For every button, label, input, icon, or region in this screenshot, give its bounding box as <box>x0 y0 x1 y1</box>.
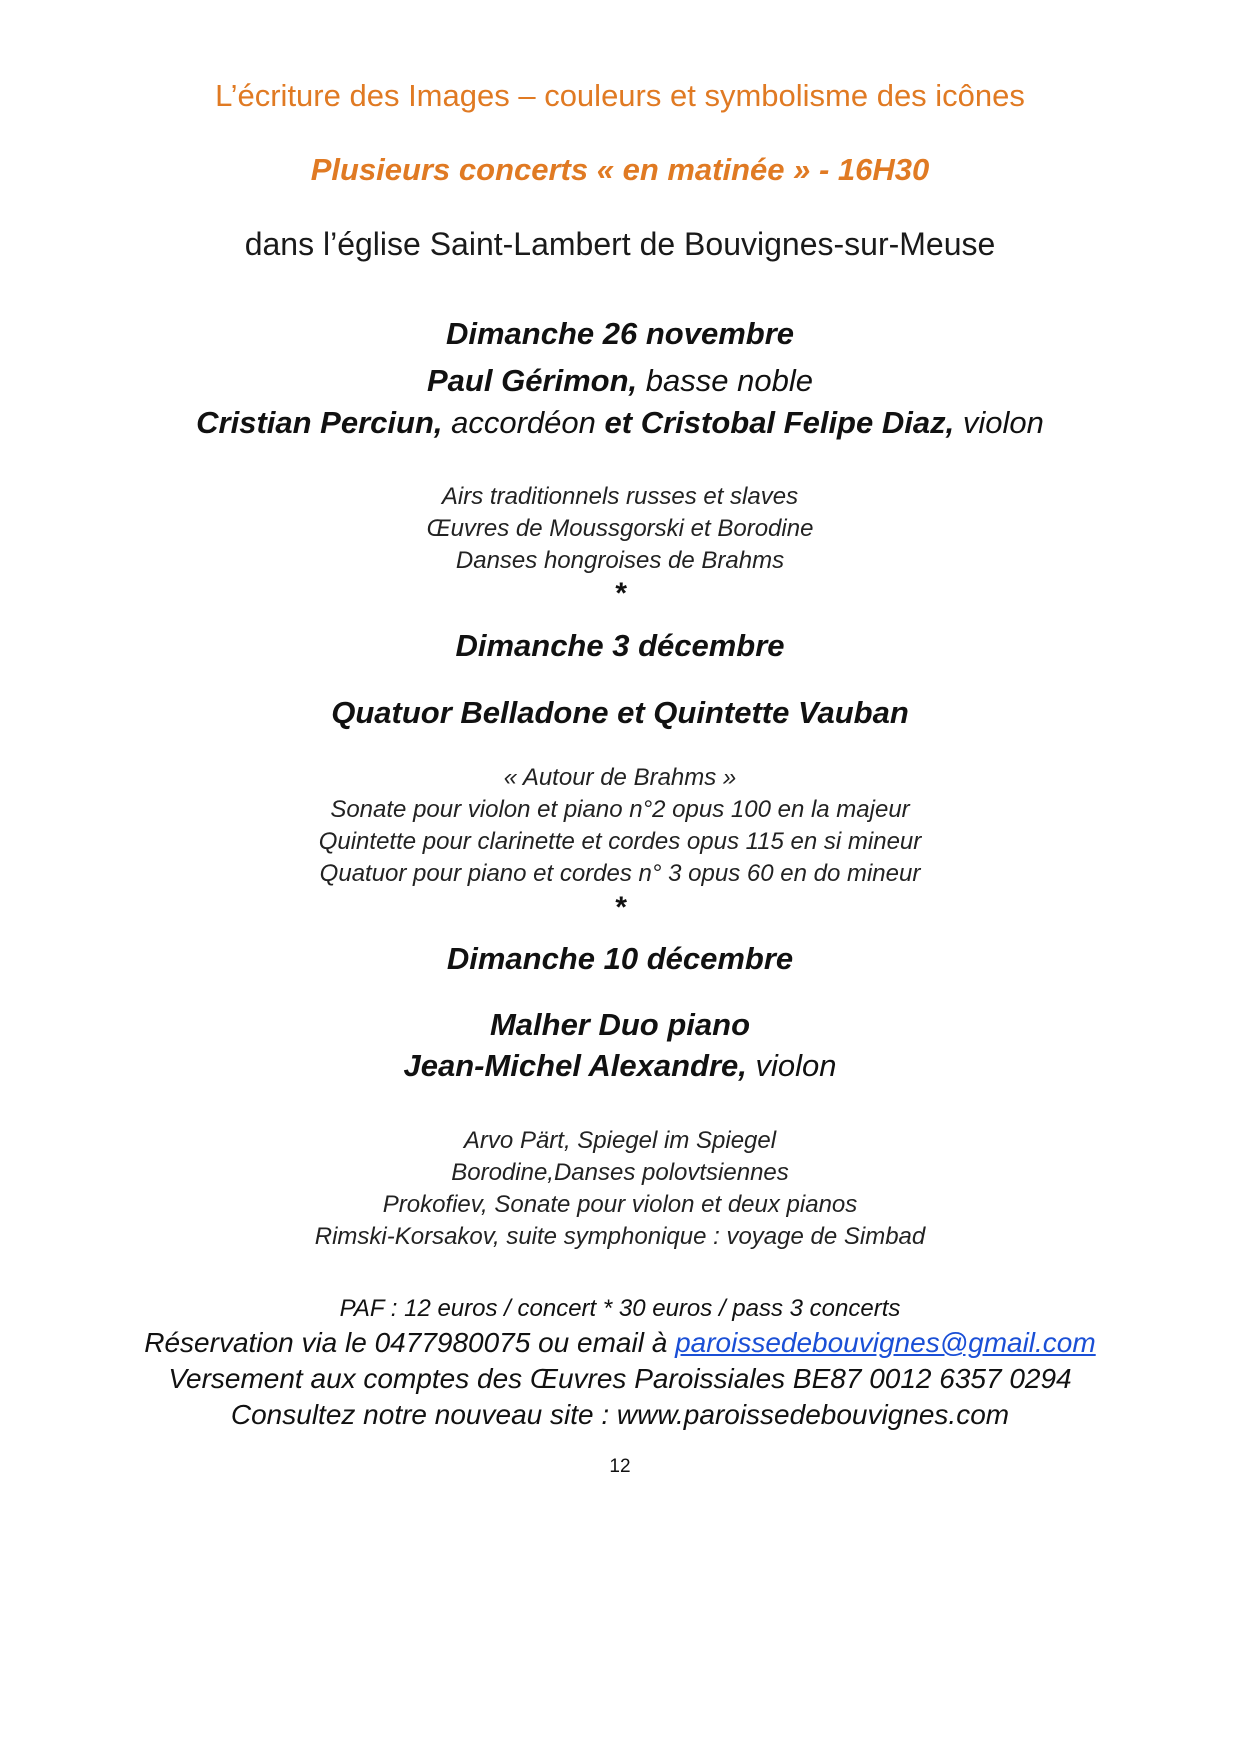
venue-line: dans l’église Saint-Lambert de Bouvignes-sur-Meuse <box>244 226 996 262</box>
performer-name: Cristian Perciun, <box>196 405 443 440</box>
reservation-text: Réservation via le 0477980075 ou email à <box>144 1327 676 1358</box>
reservation-line <box>0 1327 1240 1359</box>
program-item: Quintette pour clarinette et cordes opus 115 en si mineur <box>318 828 922 855</box>
performer-role: violon <box>746 1048 837 1083</box>
concert1-performer-line2 <box>0 405 1240 441</box>
email-link[interactable]: paroissedebouvignes@gmail.com <box>675 1327 1096 1358</box>
program-item: Œuvres de Moussgorski et Borodine <box>426 515 814 542</box>
bank-account-line: Versement aux comptes des Œuvres Paroissiales BE87 0012 6357 0294 <box>168 1363 1072 1394</box>
concert3-performer-line2 <box>0 1048 1240 1084</box>
concert1-date: Dimanche 26 novembre <box>445 316 795 351</box>
concert2-ensemble: Quatuor Belladone et Quintette Vauban <box>331 695 909 730</box>
program-item: Arvo Pärt, Spiegel im Spiegel <box>463 1127 777 1154</box>
performer-role: violon <box>954 405 1044 440</box>
concert1-performer-line1 <box>0 363 1240 399</box>
separator-star: * <box>614 577 626 610</box>
page-number: 12 <box>609 1456 631 1477</box>
performer-name: et Cristobal Felipe Diaz, <box>604 405 955 440</box>
program-item: « Autour de Brahms » <box>503 764 737 791</box>
program-item: Prokofiev, Sonate pour violon et deux pianos <box>382 1191 858 1218</box>
performer-name: Jean-Michel Alexandre, <box>403 1048 747 1083</box>
website-line: Consultez notre nouveau site : www.paroissedebouvignes.com <box>230 1399 1010 1430</box>
program-item: Airs traditionnels russes et slaves <box>441 483 799 510</box>
page-subtitle: Plusieurs concerts « en matinée » - 16H30 <box>310 152 930 187</box>
program-item: Rimski-Korsakov, suite symphonique : voyage de Simbad <box>314 1223 926 1250</box>
performer-role: basse noble <box>637 363 813 398</box>
performer-role: accordéon <box>442 405 605 440</box>
performer-name: Paul Gérimon, <box>427 363 638 398</box>
concert2-date: Dimanche 3 décembre <box>455 628 785 663</box>
program-item: Borodine,Danses polovtsiennes <box>451 1159 789 1186</box>
price-info: PAF : 12 euros / concert * 30 euros / pass 3 concerts <box>339 1295 901 1322</box>
program-item: Sonate pour violon et piano n°2 opus 100 en la majeur <box>330 796 910 823</box>
program-item: Quatuor pour piano et cordes n° 3 opus 60 en do mineur <box>319 860 921 887</box>
concert3-date: Dimanche 10 décembre <box>446 941 794 976</box>
program-item: Danses hongroises de Brahms <box>455 547 785 574</box>
page-title: L’écriture des Images – couleurs et symbolisme des icônes <box>215 78 1025 113</box>
separator-star: * <box>614 891 626 924</box>
concert3-performer-line1: Malher Duo piano <box>489 1007 751 1042</box>
